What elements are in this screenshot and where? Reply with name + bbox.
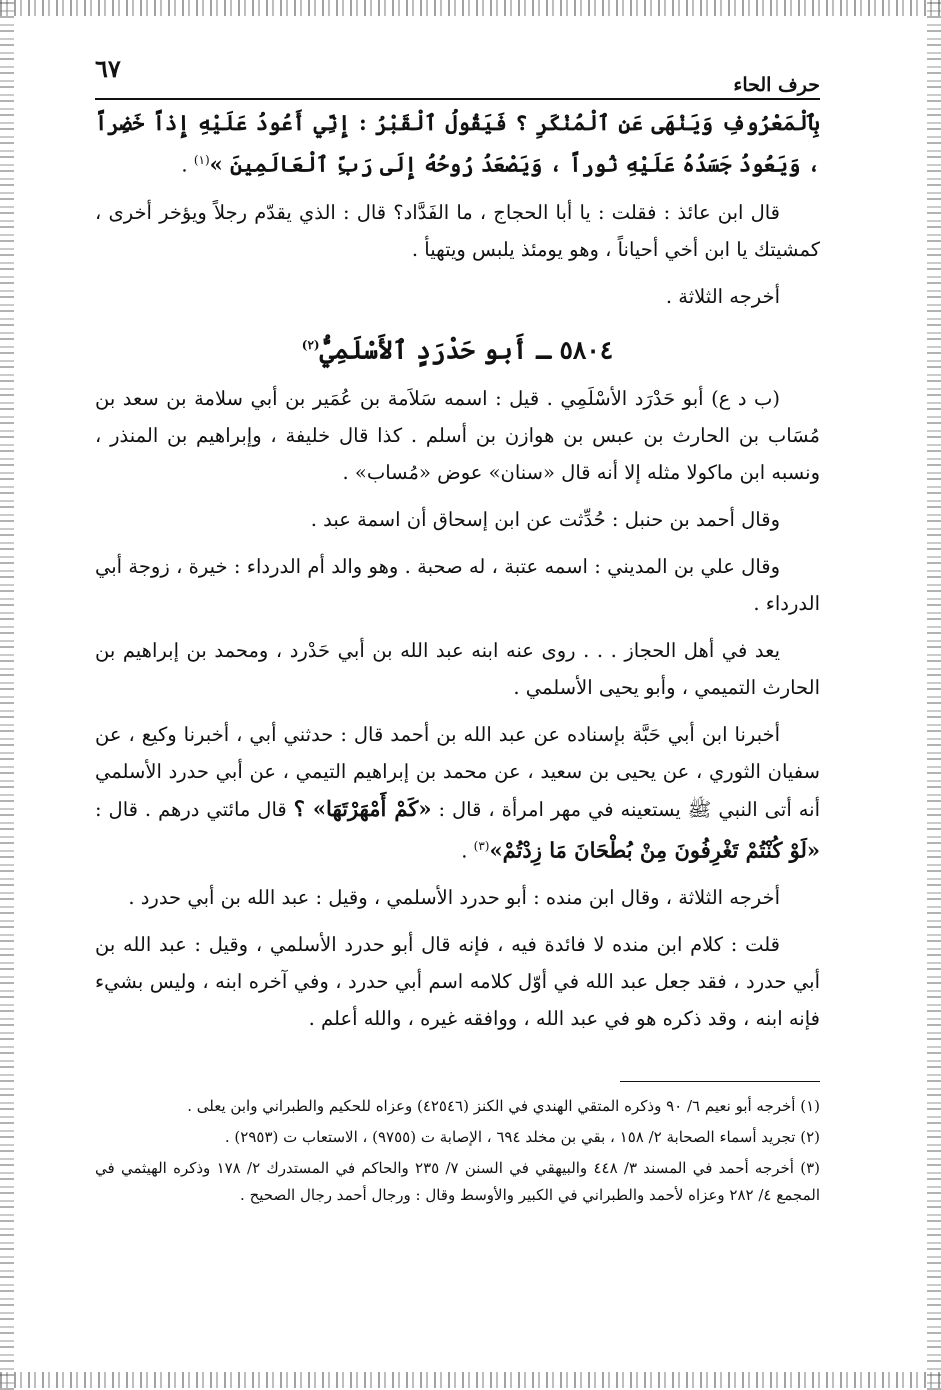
- hadith-question: «كَمْ أَمْهَرْتَهَا» ؟: [293, 795, 432, 821]
- hadith-text: بِٱلْمَعْرُوفِ وَيَنْهَى عَنِ ٱلْمُنْكَرِ ؟ فَيَقُولُ ٱلْقَبْرُ : إِنِّي أَعُودُ عَلَيْهِ إِذاً خَضِراً ، وَيَعُودُ جَسَدُهُ عَلَيْهِ نُوراً ، وَيَصْعَدُ رُوحُهُ إِلَى رَبِّ ٱلْعَالَمِينَ »: [95, 110, 820, 177]
- paragraph-ahmad: وقال أحمد بن حنبل : حُدِّثت عن ابن إسحاق أن اسمة عبد .: [310, 507, 780, 531]
- footnote-ref-2: (٢): [301, 337, 320, 352]
- page-header: [95, 52, 820, 100]
- footnote-ref-3: (٣): [473, 838, 490, 853]
- header-rule: [95, 98, 820, 100]
- decorative-border-bottom: [0, 1372, 941, 1388]
- main-text: [95, 104, 820, 1047]
- decorative-border-left: [0, 0, 14, 1390]
- footnotes: [95, 1093, 820, 1213]
- isnad-text: أخبرنا ابن أبي حَبَّة بإسناده عن عبد الله بن أحمد قال : حدثني أبي ، أخبرنا وكيع ، عن سفيان الثوري ، عن يحيى بن سعيد ، عن محمد بن إبراهيم التيمي ، عن أبي حدرد الأسلمي أنه أتى النبي ﷺ يستعينه في مهر امرأة ، قال :: [95, 722, 821, 821]
- paragraph-quran-ending: بِٱلْمَعْرُوفِ وَيَنْهَى عَنِ ٱلْمُنْكَرِ ؟ فَيَقُولُ ٱلْقَبْرُ : إِنِّي أَعُودُ عَلَيْهِ إِذاً خَضِراً ، وَيَعُودُ جَسَدُهُ عَلَيْهِ نُوراً ، وَيَصْعَدُ رُوحُهُ إِلَى رَبِّ ٱلْعَالَمِينَ »$^{(١)}$ .: [95, 110, 820, 177]
- paragraph-takhrij-1: أخرجه الثلاثة .: [665, 284, 780, 308]
- footnote-separator: [620, 1081, 820, 1082]
- paragraph-name-lineage: (ب د ع) أبو حَدْرَد الأسْلَمِي . قيل : اسمه سَلاَمة بن عُمَير بن أبي سلامة بن سعد بن مُسَاب بن الحارث بن عبس بن هوازن بن أسلم . كذا قال خليفة ، وإبراهيم بن المنذر ، ونسبه ابن ماكولا مثله إلا أنه قال «سنان» عوض «مُساب» .: [95, 386, 820, 484]
- footnote-2: (٢) تجريد أسماء الصحابة ٢/ ١٥٨ ، بقي بن مخلد ٦٩٤ ، الإصابة ت (٩٧٥٥) ، الاستعاب ت (٢٩٥٣) .: [224, 1128, 820, 1146]
- chapter-title: حرف الحاء: [733, 74, 820, 96]
- paragraph-takhrij-2: أخرجه الثلاثة ، وقال ابن منده : أبو حدرد الأسلمي ، وقيل : عبد الله بن أبي حدرد .: [128, 886, 780, 910]
- decorative-border-right: [927, 0, 941, 1390]
- isnad-text-2: قال مائتي درهم . قال :: [95, 797, 287, 821]
- footnote-1: (١) أخرجه أبو نعيم ٦/ ٩٠ وذكره المتقي الهندي في الكنز (٤٢٥٤٦) وعزاه للحكيم والطبراني وابن يعلى .: [187, 1097, 820, 1115]
- hadith-answer: «لَوْ كُنْتُمْ تَغْرِفُونَ مِنْ بُطْحَانَ مَا زِدْتُمْ»: [489, 837, 820, 863]
- entry-title: ٥٨٠٤ ـ أَبو حَدْرَدٍ ٱلأَسْلَمِيُّ: [319, 334, 614, 364]
- paragraph-hijaz: يعد في أهل الحجاز . . . روى عنه ابنه عبد الله بن أبي حَدْرد ، ومحمد بن إبراهيم بن الحارث التميمي ، وأبو يحيى الأسلمي .: [95, 638, 820, 699]
- paragraph-isnad: أخبرنا ابن أبي حَبَّة بإسناده عن عبد الله بن أحمد قال : حدثني أبي ، أخبرنا وكيع ، عن سفيان الثوري ، عن يحيى بن سعيد ، عن محمد بن إبراهيم التيمي ، عن أبي حدرد الأسلمي أنه أتى النبي ﷺ يستعينه في مهر امرأة ، قال : «كَمْ أَمْهَرْتَهَا» ؟ قال مائتي درهم . قال : «لَوْ كُنْتُمْ تَغْرِفُونَ مِنْ بُطْحَانَ مَا زِدْتُمْ»$^{(٣)}$ .: [95, 722, 821, 863]
- paragraph-ali-madini: وقال علي بن المديني : اسمه عتبة ، له صحبة . وهو والد أم الدرداء : خيرة ، زوجة أبي الدرداء .: [95, 554, 820, 615]
- footnote-ref-1: (١): [193, 153, 210, 167]
- entry-heading: [95, 325, 820, 370]
- decorative-border-top: [0, 0, 941, 16]
- paragraph-comment: قلت : كلام ابن منده لا فائدة فيه ، فإنه قال أبو حدرد الأسلمي ، وقيل : عبد الله بن أبي حدرد ، فقد جعل عبد الله في أوّل كلامه اسم أبي حدرد ، وفي آخره ابنه ، وليس بشيء فإنه ابنه ، وقد ذكره هو في عبد الله ، ووافقه غيره ، والله أعلم .: [95, 933, 820, 1031]
- page-number: ٦٧: [95, 54, 121, 83]
- paragraph-ibn-aidh: قال ابن عائذ : فقلت : يا أبا الحجاج ، ما الفَدَّاد؟ قال : الذي يقدّم رجلاً ويؤخر أخرى ، كمشيتك يا ابن أخي أحياناً ، وهو يومئذ يلبس ويتهيأ .: [95, 200, 820, 261]
- footnote-3: (٣) أخرجه أحمد في المسند ٣/ ٤٤٨ والبيهقي في السنن ٧/ ٢٣٥ والحاكم في المستدرك ٢/ ١٧٨ وذكره الهيثمي في المجمع ٤/ ٢٨٢ وعزاه لأحمد والطبراني في الكبير والأوسط وقال : ورجال أحمد رجال الصحيح .: [95, 1159, 821, 1204]
